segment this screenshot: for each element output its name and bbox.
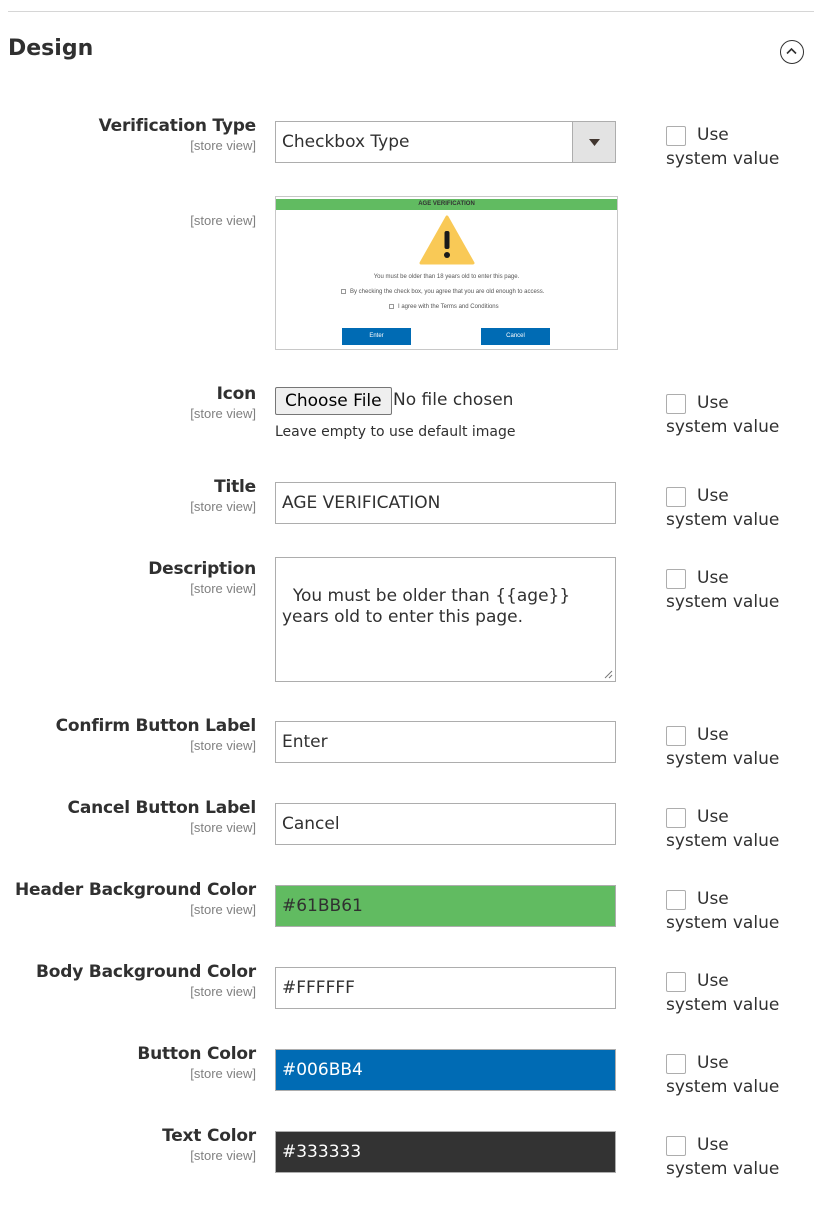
description-label: Description [store view] [148, 559, 256, 596]
title-input[interactable]: AGE VERIFICATION [275, 482, 616, 524]
preview-cancel-button: Cancel [481, 328, 550, 345]
header-background-color-label: Header Background Color [store view] [14, 880, 256, 917]
preview-enter-button: Enter [342, 328, 411, 345]
confirm-button-label-input[interactable]: Enter [275, 721, 616, 763]
use-system-checkbox[interactable] [666, 726, 686, 746]
section-divider [8, 11, 814, 12]
cancel-button-label-label: Cancel Button Label [store view] [67, 798, 256, 835]
use-system-checkbox[interactable] [666, 394, 686, 414]
title-label: Title [store view] [190, 477, 256, 514]
text-color-input[interactable]: #333333 [275, 1131, 616, 1173]
button-color-input[interactable]: #006BB4 [275, 1049, 616, 1091]
preview-checkbox-1: By checking the check box, you agree that you are old enough to access. [341, 289, 544, 295]
use-system-checkbox[interactable] [666, 972, 686, 992]
body-background-color-input[interactable]: #FFFFFF [275, 967, 616, 1009]
icon-note: Leave empty to use default image [275, 424, 516, 440]
warning-triangle-icon [419, 215, 475, 265]
verification-type-value: Checkbox Type [282, 132, 410, 152]
choose-file-button[interactable]: Choose File [275, 387, 392, 415]
verification-preview-image [275, 196, 618, 350]
section-title[interactable]: Design [8, 36, 94, 61]
confirm-button-label-label: Confirm Button Label [store view] [55, 716, 256, 753]
use-system-checkbox[interactable] [666, 126, 686, 146]
preview-checkbox-2: I agree with the Terms and Conditions [389, 304, 499, 310]
icon-label: Icon [store view] [190, 384, 256, 421]
verification-type-select[interactable] [275, 121, 616, 163]
dropdown-arrow-icon[interactable] [572, 122, 615, 162]
use-system-checkbox[interactable] [666, 1054, 686, 1074]
preview-description: You must be older than 18 years old to enter this page. [373, 274, 520, 280]
chevron-up-circle-icon[interactable] [780, 40, 804, 64]
use-system-checkbox[interactable] [666, 1136, 686, 1156]
use-system-checkbox[interactable] [666, 808, 686, 828]
button-color-label: Button Color [store view] [137, 1044, 256, 1081]
resize-grip-icon[interactable] [604, 670, 613, 679]
preview-header: AGE VERIFICATION [276, 199, 617, 210]
body-background-color-label: Body Background Color [store view] [36, 962, 256, 999]
text-color-label: Text Color [store view] [162, 1126, 256, 1163]
cancel-button-label-input[interactable]: Cancel [275, 803, 616, 845]
description-value: You must be older than {{age}} years old to enter this page. [282, 586, 576, 627]
use-system-checkbox[interactable] [666, 487, 686, 507]
file-status-text: No file chosen [393, 390, 514, 410]
use-system-checkbox[interactable] [666, 890, 686, 910]
verification-type-label: Verification Type [store view] [98, 116, 256, 153]
description-textarea[interactable] [275, 557, 616, 682]
use-system-checkbox[interactable] [666, 569, 686, 589]
header-background-color-input[interactable]: #61BB61 [275, 885, 616, 927]
preview-scope-label: [store view] [190, 213, 256, 228]
